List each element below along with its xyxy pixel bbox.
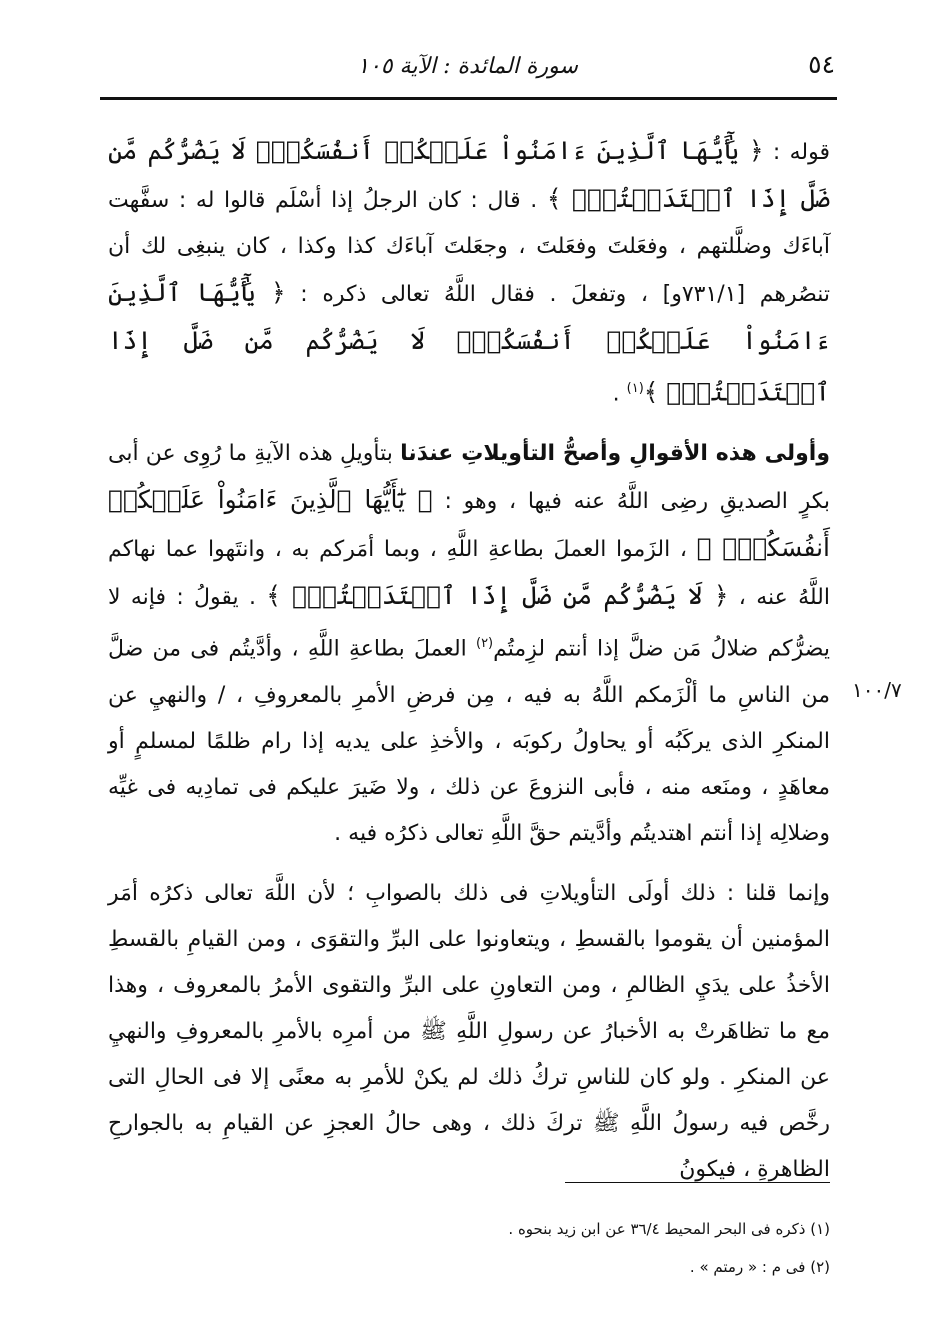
header-rule	[100, 97, 837, 100]
text-run: . يقولُ : فإنه لا يضرُّكم ضلالُ مَن ضلَّ إذا أنتم لزِمتُم	[108, 585, 830, 662]
footnote-marker: (٢)	[475, 636, 494, 652]
footnote-separator	[565, 1182, 830, 1183]
running-title: سورة المائدة : الآية ١٠٥	[357, 54, 578, 79]
text-run: . قال : كان الرجلُ إذا أسْلَم قالوا له : سفَّهت آباءَك وضلَّلتهم ، وفعَلتَ وفعَلتَ ، وجعَلتَ آباءَك كذا وكذا ، كان ينبغِى لك أن تنصُرهم [٧٣١/١و] ، وتفعلَ . فقال اللَّهُ تعالى ذكره :	[108, 188, 830, 307]
paragraph	[108, 871, 830, 1193]
lead-phrase: وأولى هذه الأقوالِ وأصحُّ التأويلاتِ عندَنا	[400, 441, 831, 467]
text-run: ، الزَموا العملَ بطاعةِ اللَّهِ ، وبما أمَركم به ، وانتَهوا عما نهاكم اللَّهُ عنه ،	[108, 537, 830, 611]
quran-verse: ﴿ يَٰٓأَيُّهَا ٱلَّذِينَ ءَامَنُواْ عَلَيۡكُمۡ أَنفُسَكُمۡۖ ﴾	[108, 485, 830, 563]
paragraph	[108, 431, 830, 856]
page-header	[100, 46, 835, 92]
footnote: (٢) فى م : « رمتم » .	[689, 1258, 830, 1276]
page-number: ٥٤	[808, 50, 835, 79]
text-run: قوله :	[763, 140, 831, 165]
quran-verse: ﴿ لَا يَضُرُّكُم مَّن ضَلَّ إِذَا ٱهۡتَدَيۡتُمۡۚ ﴾	[266, 581, 729, 611]
text-run: .	[612, 381, 627, 407]
paragraph	[108, 128, 830, 417]
margin-reference: ١٠٠/٧	[852, 678, 902, 702]
quran-verse: ﴿ يَٰٓأَيُّهَا ٱلَّذِينَ ءَامَنُواْ عَلَيۡكُمۡ أَنفُسَكُمۡۖ لَا يَضُرُّكُم مَّن ضَلَّ إِذَا ٱهۡتَدَيۡتُمۡۚ ﴾	[108, 136, 830, 213]
text-run: بتأويلِ هذه الآيةِ ما رُوِى عن أبى بكرٍ الصديقِ رضِى اللَّهُ عنه فيها ، وهو :	[108, 441, 830, 515]
text-run: وإنما قلنا : ذلك أولَى التأويلاتِ فى ذلك بالصوابِ ؛ لأن اللَّهَ تعالى ذكرُه أمَر المؤمنين أن يقوموا بالقسطِ ، ويتعاونوا على البرِّ والتقوَى ، ومن القيامِ بالقسطِ الأخذُ على يدَيِ الظالمِ ، ومن التعاونِ على البرِّ والتقوى الأمرُ بالمعروف ، وهذا مع ما تظاهَرتْ به الأخبارُ عن رسولِ اللَّهِ ﷺ من أمرِه بالأمرِ بالمعروفِ والنهيِ عن المنكرِ . ولو كان للناسِ تركُ ذلك لم يكنْ للأمرِ به معنًى إلا فى الحالِ التى رخَّص فيه رسولُ اللَّهِ ﷺ تركَ ذلك ، وهى حالُ العجزِ عن القيامِ به بالجوارحِ الظاهرةِ ، فيكونُ	[108, 880, 830, 1182]
quran-verse: ﴿ يَٰٓأَيُّهَا ٱلَّذِينَ ءَامَنُواْ عَلَيۡكُمۡ أَنفُسَكُمۡۖ لَا يَضُرُّكُم مَّن ضَلَّ إِذَا ٱهۡتَدَيۡتُمۡۚ ﴾	[108, 278, 830, 407]
footnote: (١) ذكره فى البحر المحيط ٣٦/٤ عن ابن زيد بنحوه .	[508, 1220, 830, 1238]
footnotes	[300, 1210, 830, 1286]
footnote-marker: (١)	[626, 381, 644, 396]
main-text	[108, 128, 830, 1193]
text-run: العملَ بطاعةِ اللَّهِ ، وأدَّيتُم فى من ضلَّ من الناسِ ما ألْزَمكم اللَّهُ به فيه ، مِن فرضِ الأمرِ بالمعروفِ ، / والنهيِ عن المنكرِ الذى يركَبُه أو يحاولُ ركوبَه ، والأخذِ على يديه إذا رام ظلمًا لمسلمٍ أو معاهَدٍ ، ومنَعه منه ، فأبى النزوعَ عن ذلك ، ولا ضَيرَ عليكم فى تمادِيه فى غيِّه وضلالِه إذا أنتم اهتديتُم وأدَّيتم حقَّ اللَّهِ تعالى ذكرُه فيه .	[108, 636, 830, 846]
